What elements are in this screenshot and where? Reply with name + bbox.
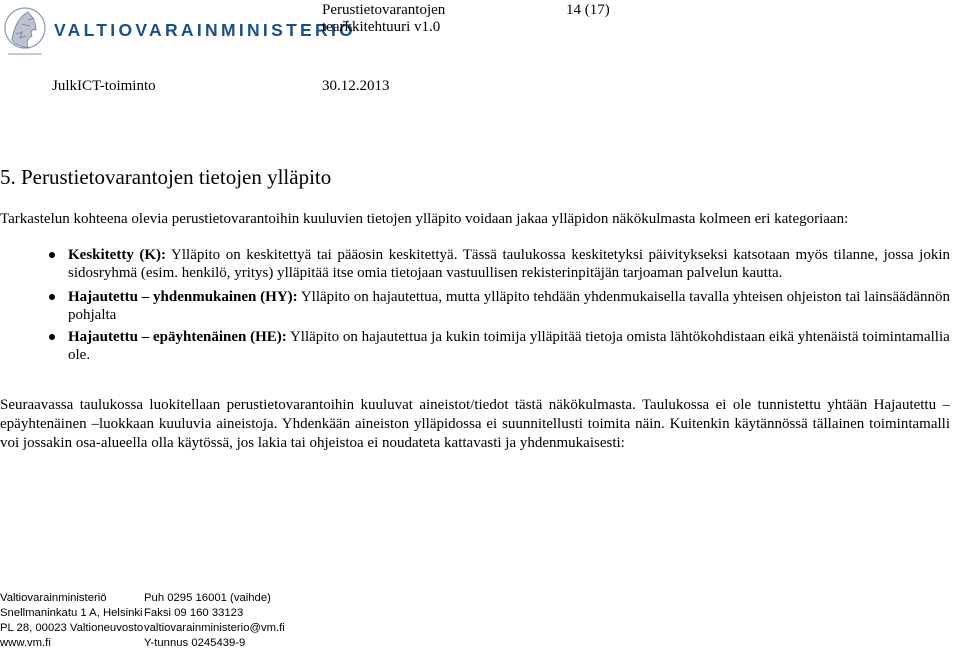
- bullet-icon: [49, 252, 55, 258]
- footer-address: [0, 591, 143, 651]
- footer-email-link[interactable]: valtiovarainministerio@vm.fi: [144, 622, 285, 634]
- list-item: [0, 328, 950, 368]
- lion-crest-icon: [2, 2, 48, 62]
- footer-postal: PL 28, 00023 Valtioneuvosto: [0, 622, 144, 634]
- section-heading: 5. Perustietovarantojen tietojen ylläpito: [0, 165, 332, 189]
- bullet-icon: [49, 294, 55, 300]
- document-date: 30.12.2013: [322, 78, 390, 94]
- footer-website-link[interactable]: www.vm.fi: [0, 637, 51, 649]
- footer-contact: [144, 591, 285, 651]
- document-title-line2: tearkkitehtuuri v1.0: [322, 19, 441, 35]
- footer-fax: Faksi 09 160 33123: [144, 607, 244, 619]
- list-item-term: Hajautettu – epäyhtenäinen (HE):: [68, 329, 287, 345]
- footer-business-id: Y-tunnus 0245439-9: [144, 637, 246, 649]
- page-number: 14 (17): [566, 2, 610, 18]
- list-item-description: Ylläpito on hajautettua ja kukin toimija ylläpitää tietoja omista lähtökohdistaan eikä yhtenäistä toimintamallia ole.: [68, 329, 950, 363]
- footer-phone: Puh 0295 16001 (vaihde): [144, 592, 271, 604]
- list-item-term: Keskitetty (K):: [68, 247, 167, 263]
- list-item: [0, 288, 950, 328]
- list-item-text: [68, 246, 950, 282]
- closing-paragraph: Seuraavassa taulukossa luokitellaan perustietovarantoihin kuuluvat aineistot/tiedot tästä näkökulmasta. Taulukossa ei ole tunnistettu yhtään Hajautettu – epäyhtenäinen –luokkaan kuuluvia aineistoja. Yhdenkään aineiston ylläpidossa ei suunnitellusti toimita näin. Kuitenkin käytännössä tällainen toimintamalli voi jossakin osa-alueella olla käytössä, jos lakia tai ohjeistoa ei noudateta kattavasti ja yhdenmukaisesti:: [0, 397, 950, 451]
- ministry-wordmark: VALTIOVARAINMINISTERIÖ: [54, 20, 357, 40]
- list-item-description: Ylläpito on keskitettyä tai pääosin keskitettyä. Tässä taulukossa keskitetyksi päivitykseksi katsotaan myös tilanne, jossa jokin sidosryhmä (esim. henkilö, yritys) ylläpitää itse omia tietojaan vastuullisen rekisterinpitäjän tarjoaman palvelun kautta.: [68, 247, 951, 281]
- footer-street: Snellmaninkatu 1 A, Helsinki: [0, 607, 143, 619]
- list-item: [0, 246, 950, 286]
- list-item-text: [68, 328, 950, 364]
- unit-name: JulkICT-toiminto: [52, 78, 156, 94]
- intro-paragraph: Tarkastelun kohteena olevia perustietovarantoihin kuuluvien tietojen ylläpito voidaan jakaa ylläpidon näkökulmasta kolmeen eri kategoriaan:: [0, 211, 849, 227]
- list-item-term: Hajautettu – yhdenmukainen (HY):: [68, 289, 298, 305]
- document-title-line1: Perustietovarantojen: [322, 2, 446, 18]
- list-item-text: [68, 288, 950, 324]
- list-item-description: Ylläpito on hajautettua, mutta ylläpito tehdään yhdenmukaisella tavalla yhteisen ohjeiston tai lainsäädännön pohjalta: [68, 289, 950, 323]
- footer-organization: Valtiovarainministeriö: [0, 592, 107, 604]
- bullet-icon: [49, 334, 55, 340]
